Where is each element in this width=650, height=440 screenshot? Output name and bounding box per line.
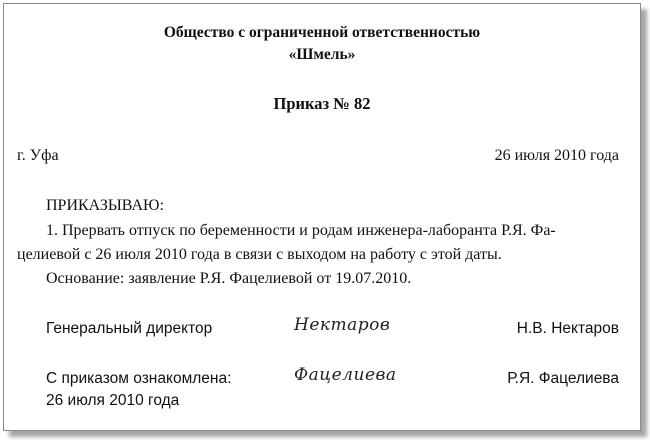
order-document — [3, 3, 641, 431]
order-title: Приказ № 82 — [273, 94, 371, 113]
director-signature-text: Нектаров — [294, 315, 391, 335]
order-item-1-line-1: 1. Прервать отпуск по беременности и родам инженера-лаборанта Р.Я. Фа- — [46, 222, 556, 239]
employee-name: Р.Я. Фацелиева — [507, 370, 619, 387]
director-title: Генеральный директор — [46, 320, 213, 337]
director-signature — [294, 315, 390, 335]
acknowledgement-date: 26 июля 2010 года — [46, 392, 180, 409]
director-name: Н.В. Нектаров — [516, 320, 619, 337]
organization-quoted-name: «Шмель» — [288, 46, 356, 63]
employee-signature — [294, 365, 397, 385]
employee-signature-text: Фацелиева — [294, 365, 397, 385]
order-date: 26 июля 2010 года — [494, 147, 619, 164]
city: г. Уфа — [17, 147, 59, 164]
order-item-1-line-2: целиевой с 26 июля 2010 года в связи с выходом на работу с этой даты. — [17, 246, 502, 263]
acknowledgement-label: С приказом ознакомлена: — [46, 370, 232, 387]
order-word: ПРИКАЗЫВАЮ: — [46, 197, 164, 214]
order-basis: Основание: заявление Р.Я. Фацелиевой от 19.07.2010. — [46, 270, 412, 287]
organization-name: Общество с ограниченной ответственностью — [163, 24, 481, 41]
